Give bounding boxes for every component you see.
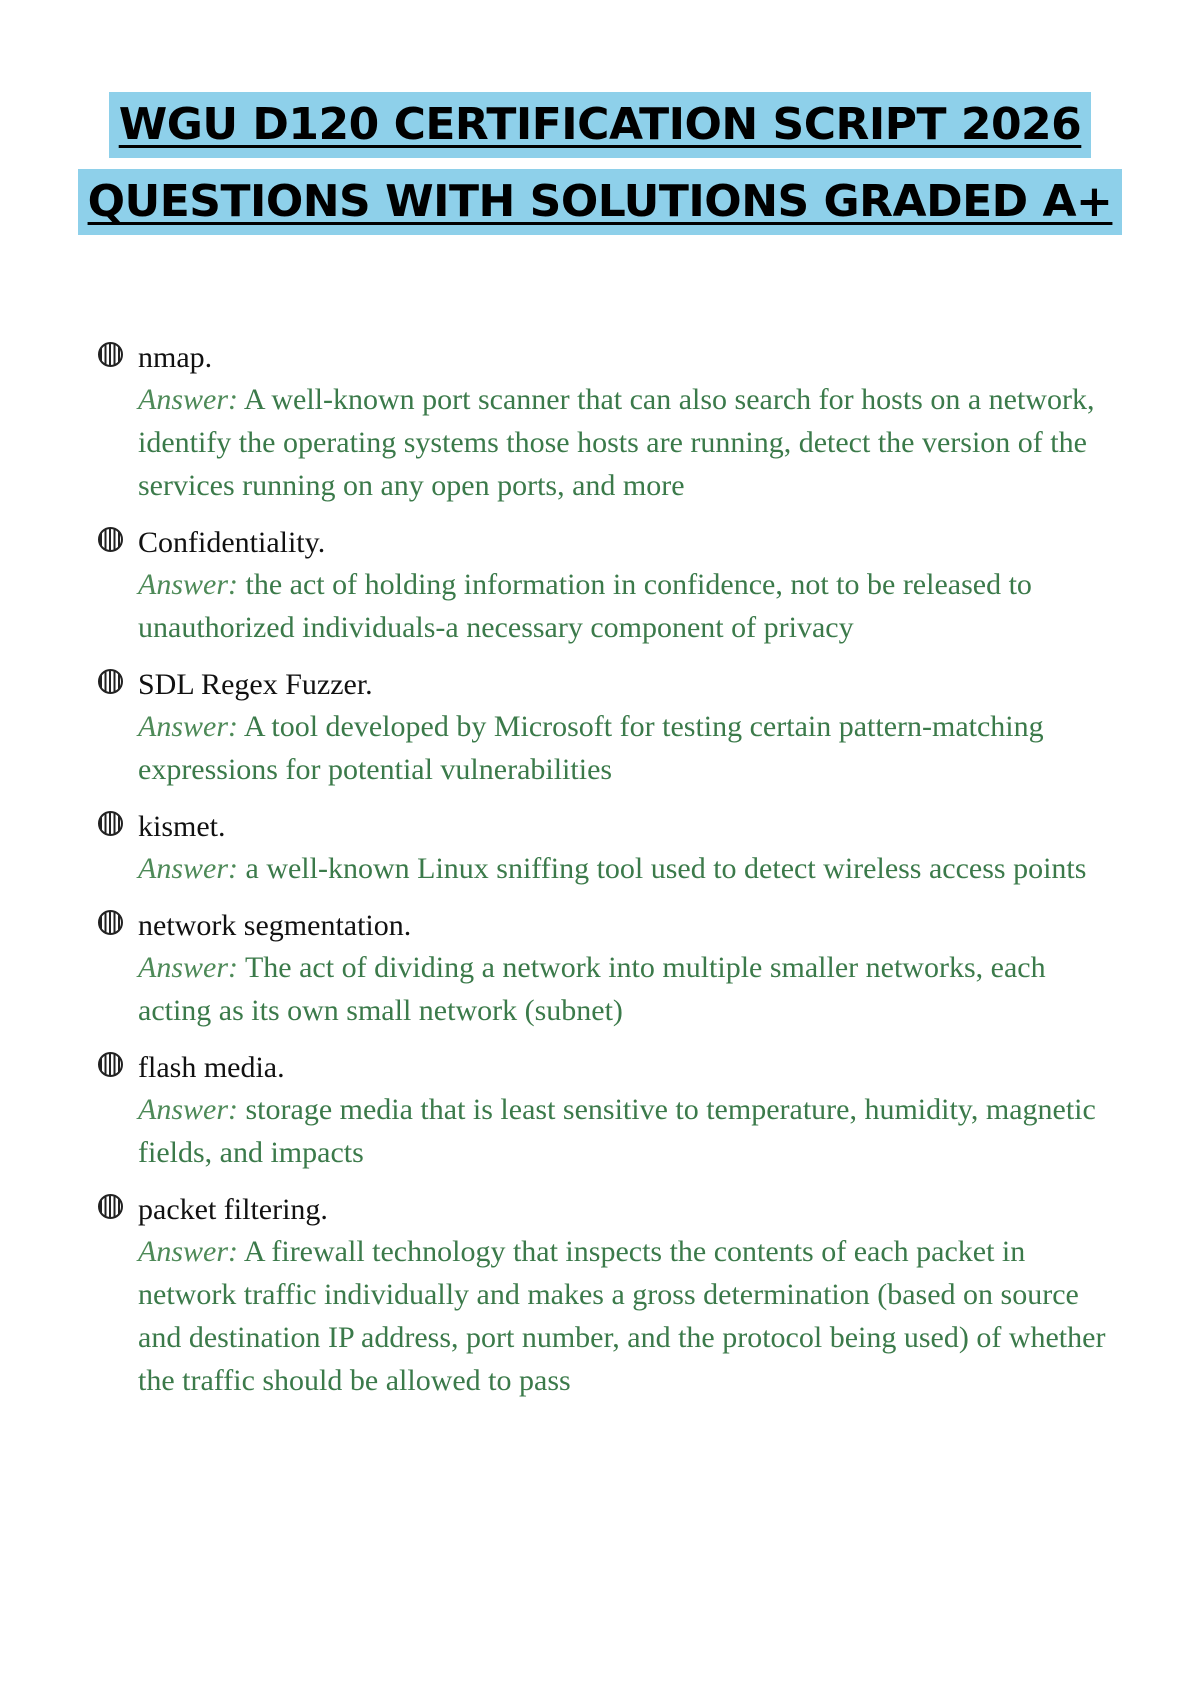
- answer-text: [138, 1230, 1118, 1402]
- striped-circle-icon: [98, 527, 123, 552]
- answer-label: Answer:: [138, 568, 238, 601]
- answer-label: Answer:: [138, 383, 238, 416]
- title-line-1: WGU D120 CERTIFICATION SCRIPT 2026: [109, 92, 1092, 158]
- answer-body: storage media that is least sensitive to temperature, humidity, magnetic fields, and impacts: [138, 1093, 1096, 1169]
- answer-body: a well-known Linux sniffing tool used to detect wireless access points: [245, 852, 1087, 885]
- striped-circle-icon: [98, 342, 123, 367]
- qa-item: [98, 807, 1118, 890]
- answer-body: A firewall technology that inspects the contents of each packet in network traffic individually and makes a gross determination (based on source and destination IP address, port number, and the protocol being used) of whether the traffic should be allowed to pass: [138, 1235, 1106, 1397]
- answer-text: [138, 563, 1118, 649]
- answer-body: A tool developed by Microsoft for testing certain pattern-matching expressions for potential vulnerabilities: [138, 710, 1044, 786]
- striped-circle-icon: [98, 910, 123, 935]
- answer-text: [138, 705, 1118, 791]
- answer-label: Answer:: [138, 951, 238, 984]
- answer-body: The act of dividing a network into multiple smaller networks, each acting as its own small network (subnet): [138, 951, 1046, 1027]
- answer-text: [138, 847, 1118, 890]
- striped-circle-icon: [98, 811, 123, 836]
- striped-circle-icon: [98, 1194, 123, 1219]
- striped-circle-icon: [98, 1052, 123, 1077]
- striped-circle-icon: [98, 669, 123, 694]
- qa-item: [98, 1048, 1118, 1174]
- title-line-2: QUESTIONS WITH SOLUTIONS GRADED A+: [78, 169, 1123, 235]
- title-block: [0, 92, 1200, 235]
- question-text: SDL Regex Fuzzer.: [138, 668, 373, 701]
- answer-body: A well-known port scanner that can also search for hosts on a network, identify the operating systems those hosts are running, detect the version of the services running on any open ports, and more: [138, 383, 1095, 502]
- question-text: flash media.: [138, 1051, 285, 1084]
- question-text: kismet.: [138, 810, 226, 843]
- qa-item: [98, 523, 1118, 649]
- answer-label: Answer:: [138, 1235, 238, 1268]
- question-text: Confidentiality.: [138, 526, 326, 559]
- answer-body: the act of holding information in confidence, not to be released to unauthorized individuals-a necessary component of privacy: [138, 568, 1032, 644]
- answer-label: Answer:: [138, 1093, 238, 1126]
- answer-text: [138, 1088, 1118, 1174]
- qa-item: [98, 665, 1118, 791]
- question-text: network segmentation.: [138, 909, 412, 942]
- answer-text: [138, 378, 1118, 507]
- question-text: nmap.: [138, 341, 213, 374]
- qa-item: [98, 1190, 1118, 1402]
- answer-label: Answer:: [138, 852, 238, 885]
- question-text: packet filtering.: [138, 1193, 328, 1226]
- qa-item: [98, 338, 1118, 507]
- answer-text: [138, 946, 1118, 1032]
- qa-item: [98, 906, 1118, 1032]
- qa-list: [98, 338, 1118, 1418]
- answer-label: Answer:: [138, 710, 238, 743]
